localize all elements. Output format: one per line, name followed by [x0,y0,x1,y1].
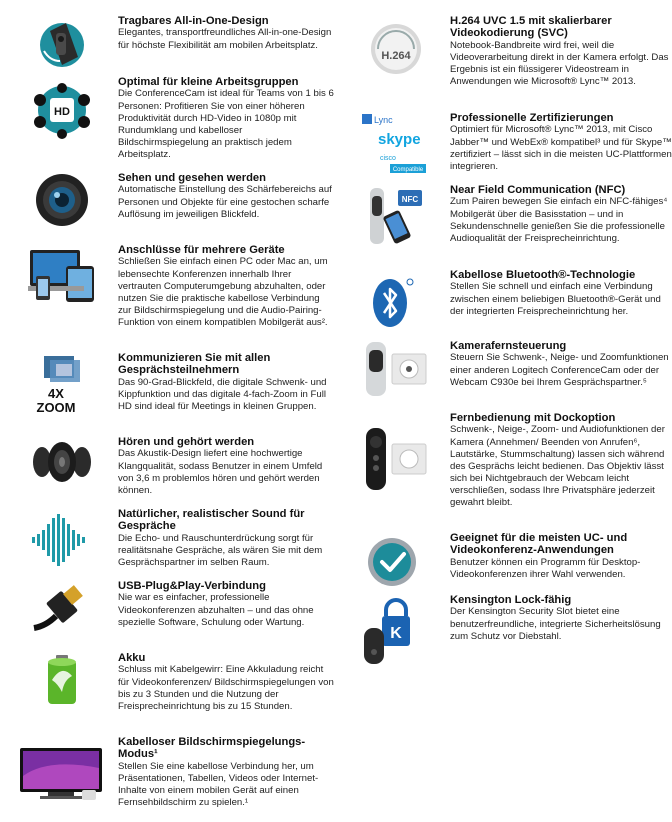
feature-kensington [360,592,672,672]
feature-certifications [360,110,672,180]
feature-description: Elegantes, transportfreundliches All-in-one-Design für höchste Flexibilität am mobilen Arbeitsplatz. [118,27,332,51]
feature-title: USB-Plug&Play-Verbindung [118,580,266,592]
kensington-k: K [390,625,402,642]
h264-badge-text: H.264 [381,50,411,62]
feature-title: Kommunizieren Sie mit allen Gesprächsteilnehmern [118,352,271,377]
feature-title: Kensington Lock-fähig [450,594,572,606]
feature-description: Das 90-Grad-Blickfeld, die digitale Schwenk- und Kippfunktion und das digitale 4-fach-Zoom in Full HD sind ideal für Meetings in kleinen Gruppen. [118,376,327,412]
feature-description: Der Kensington Security Slot bietet eine benutzerfreundliche, integrierte Sicherheitslösung zum Schutz vor Diebstahl. [450,606,661,642]
feature-title: Fernbedienung mit Dockoption [450,412,616,424]
compatible-logo-text: Compatible [392,167,424,173]
zoom-label-line2: ZOOM [36,400,76,415]
tv-icon [18,746,104,806]
feature-description: Steuern Sie Schwenk-, Neige- und Zoomfunktionen einer anderen Logitech ConferenceCam oder der Webcam C930e bei Ihrem Gesprächspartner.⁵ [450,352,669,388]
usb-icon [26,578,98,638]
feature-nfc [360,182,672,268]
feature-title: Geeignet für die meisten UC- und Videokonferenz-Anwendungen [450,532,628,557]
speakers-icon [26,434,98,494]
feature-title: Akku [118,652,146,664]
feature-description: Zum Pairen bewegen Sie einfach ein NFC-fähiges⁴ Mobilgerät über die Basisstation – und in Sekundenschnelle genießen Sie die professionelle Audioqualität der Freisprecheinrichtung. [450,196,668,244]
lens-icon [26,170,98,230]
feature-remote-camera [360,338,672,408]
feature-description: Schließen Sie einfach einen PC oder Mac an, um lebensechte Konferenzen innerhalb Ihrer vertrauten Computerumgebung abzuhalten, oder nutzen Sie die praktische kabellose Verbindung zur Bildschirmspiegelung und die Audio-Pairing-Funktion von einem kompatiblen Mobilgerät aus². [118,256,328,328]
remote-camera-icon [360,338,432,398]
feature-remote-control [360,410,672,530]
feature-hear-be-heard [0,434,336,498]
feature-h264 [360,13,672,105]
feature-description: Schluss mit Kabelgewirr: Eine Akkuladung reicht für Videokonferenzen/ Bildschirmspiegelungen von bis zu 3 Stunden und die Nutzung der Freisprecheinrichtung bis zu 15 Stunden. [118,664,334,712]
feature-title: Hören und gehört werden [118,436,255,448]
skype-logo-text: skype [378,131,421,148]
feature-title: Anschlüsse für mehrere Geräte [118,244,285,256]
feature-description: Nie war es einfacher, professionelle Videokonferenzen abzuhalten – und das ohne spezielle Software, Schulung oder Wartung. [118,592,314,628]
nfc-label: NFC [401,195,419,204]
feature-title: Kamerafernsteuerung [450,340,567,352]
checkmark-badge-icon [360,532,432,592]
feature-description: Stellen Sie eine kabellose Verbindung her, um Präsentationen, Tabellen, Videos oder Internet-Inhalte von einem mobilen Gerät auf einen Fernsehbildschirm zu spielen.¹ [118,760,319,809]
feature-description: Optimiert für Microsoft® Lync™ 2013, mit Cisco Jabber™ und WebEx® kompatibel³ und für Skype™ zertifiziert – lässt sich in die meisten UC-Plattformen integrieren. [450,124,672,172]
feature-title: Natürlicher, realistischer Sound für Gespräche [118,508,305,533]
feature-wireless-mirroring [0,734,336,814]
remote-control-icon [360,424,432,484]
feature-description: Benutzer können ein Programm für Desktop-Videokonferenzen ihrer Wahl verwenden. [450,556,641,580]
feature-usb [0,578,336,642]
nfc-icon [360,186,432,246]
feature-title: H.264 UVC 1.5 mit skalierbarer Videokodierung (SVC) [450,15,612,40]
feature-description: Schwenk-, Neige-, Zoom- und Audiofunktionen der Kamera (Annehmen/ Beenden von Anrufen⁶, Lautstärke, Stummschaltung) lassen sich während des Gesprächs leicht bedienen. Das Objektiv lässt sich bei Nichtgebrauch der Webcam leicht verschließen, sodass Ihre Privatsphäre jederzeit gewahrt bleibt. [450,424,665,508]
svg-text:HD: HD [54,106,70,118]
feature-multi-device [0,242,336,344]
feature-description: Die Echo- und Rauschunterdrückung sorgt für realitätsnahe Gespräche, als wären Sie mit dem Gesprächspartner im selben Raum. [118,532,323,568]
feature-natural-sound [0,506,336,570]
zoom-icon [26,352,98,415]
feature-portable-design [0,13,336,73]
multi-device-icon [26,246,98,306]
soundwave-icon [26,510,98,570]
lync-logo-text: Lync [374,115,393,125]
feature-bluetooth [360,267,672,337]
feature-title: Tragbares All-in-One-Design [118,15,269,27]
portable-camera-icon [26,15,98,75]
cisco-logo-text: cisco [380,155,396,162]
feature-see-be-seen [0,170,336,240]
kensington-lock-icon [360,598,432,658]
group-hd-icon [26,80,98,140]
battery-icon [26,650,98,710]
zoom-label-line1: 4X [48,386,64,401]
feature-battery [0,650,336,730]
feature-uc-compatible [360,530,672,586]
feature-communicate [0,350,336,430]
feature-title: Kabelloser Bildschirmspiegelungs-Modus¹ [118,736,306,761]
feature-description: Das Akustik-Design liefert eine hochwertige Klangqualität, sodass Benutzer in einem Umfeld von 3,6 m problemlos hören und gehört werden können. [118,448,323,496]
h264-icon [360,19,432,79]
feature-title: Professionelle Zertifizierungen [450,112,614,124]
bluetooth-icon [360,273,432,333]
feature-title: Kabellose Bluetooth®-Technologie [450,269,636,281]
feature-description: Notebook-Bandbreite wird frei, weil die Videoverarbeitung direkt in der Kamera erfolgt. Das Ergebnis ist ein flüssigerer Videostream in Anwendungen wie Microsoft® Lync™ 2013. [450,39,669,88]
feature-title: Near Field Communication (NFC) [450,184,626,196]
feature-description: Automatische Einstellung des Schärfebereichs auf Personen und Objekte für eine gestochen scharfe Auflösung im jeweiligen Blickfeld. [118,184,332,220]
certification-logos-icon [360,110,432,173]
feature-title: Sehen und gesehen werden [118,172,266,184]
feature-small-groups [0,74,336,174]
feature-description: Die ConferenceCam ist ideal für Teams von 1 bis 6 Personen: Profitieren Sie von einer höheren Produktivität durch HD-Video in 1080p mit Rundumklang und kabelloser Bildschirmspiegelung an praktisch jedem Arbeitsplatz. [118,88,334,160]
feature-title: Optimal für kleine Arbeitsgruppen [118,76,299,88]
feature-description: Stellen Sie schnell und einfach eine Verbindung zwischen einem beliebigen Bluetooth®-Gerät und der integrierten Freisprecheinrichtung her. [450,281,661,317]
